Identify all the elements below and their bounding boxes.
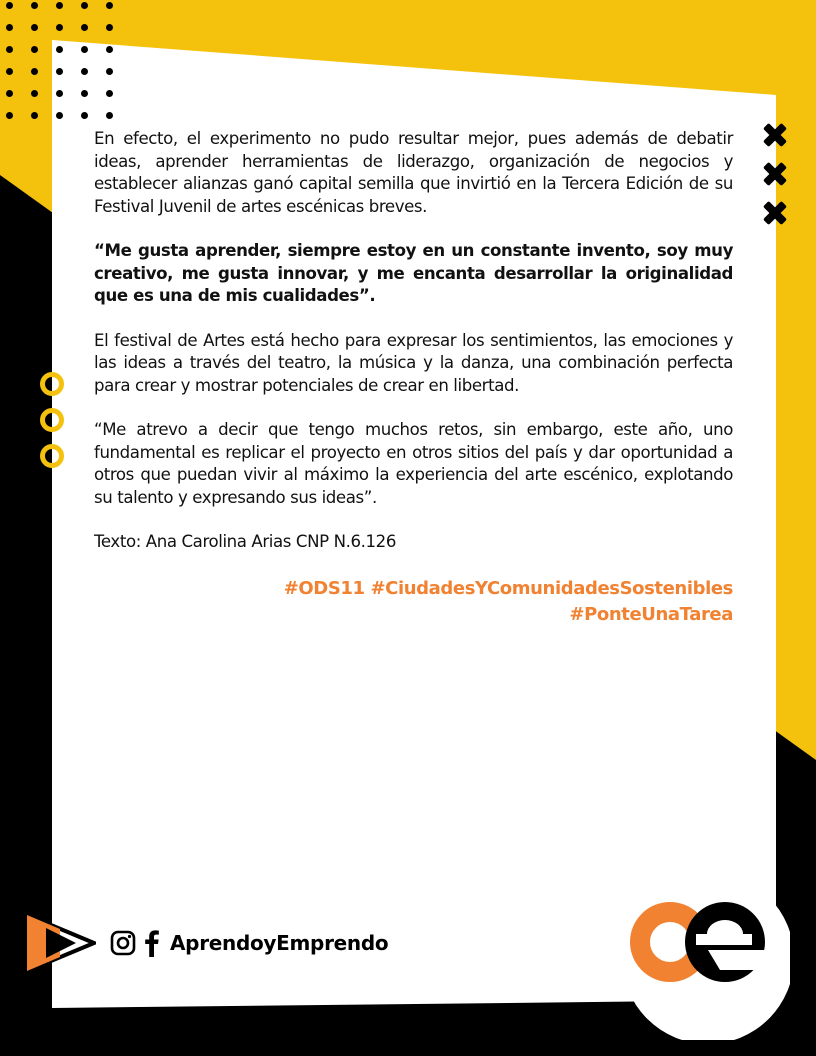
paragraph-festival: El festival de Artes está hecho para expresar los sentimientos, las emociones y las ideas a través del teatro, la música y la danza, una combinación perfecta para crear y mostrar potenciales de crear en libertad. [94, 330, 733, 395]
facebook-icon[interactable] [144, 929, 160, 957]
x-mark-icon [760, 120, 790, 150]
quote-bold: “Me gusta aprender, siempre estoy en un constante invento, soy muy creativo, me gusta innovar, y me encanta desarrollar la originalidad que es una de mis cualidades”. [94, 241, 733, 305]
quote-challenges: “Me atrevo a decir que tengo muchos retos, sin embargo, este año, uno fundamental es replicar el proyecto en otros sitios del país y dar oportunidad a otros que puedan vivir al máximo la experiencia del arte escénico, explotando su talento y expresando sus ideas”. [94, 420, 733, 507]
ring-icon [40, 372, 64, 396]
x-mark-icon [760, 159, 790, 189]
aprendo-y-emprendo-logo [620, 890, 790, 1040]
rings-decoration [40, 372, 64, 480]
footer [24, 912, 388, 974]
dot-grid-decoration [6, 2, 114, 119]
hashtag-line-1[interactable]: #ODS11 #CiudadesYComunidadesSostenibles [283, 577, 733, 599]
paragraph-intro: En efecto, el experimento no pudo resultar mejor, pues además de debatir ideas, aprender herramientas de liderazgo, organización de negocios y establecer alianzas ganó capital semilla que invirtió en la Tercera Edición de su Festival Juvenil de artes escénicas breves. [94, 129, 733, 216]
ring-icon [40, 444, 64, 468]
social-handle[interactable]: AprendoyEmprendo [170, 931, 389, 955]
hashtags [94, 576, 733, 628]
x-marks-decoration [760, 120, 790, 237]
instagram-icon[interactable] [110, 930, 136, 956]
play-arrow-icon [24, 912, 96, 974]
social-links [110, 929, 388, 957]
hashtag-line-2[interactable]: #PonteUnaTarea [569, 603, 733, 625]
credit-line: Texto: Ana Carolina Arias CNP N.6.126 [94, 532, 396, 551]
article-body [94, 128, 733, 628]
x-mark-icon [760, 198, 790, 228]
ring-icon [40, 408, 64, 432]
